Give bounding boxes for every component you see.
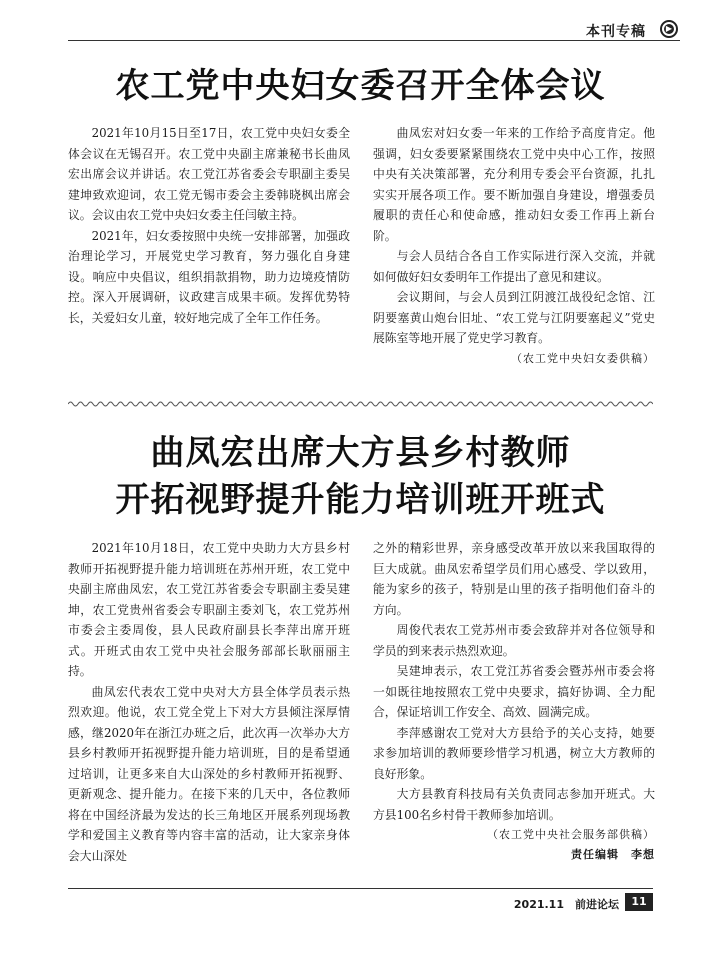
article2-title-line1: 曲凤宏出席大方县乡村教师 <box>150 433 571 473</box>
wavy-separator <box>68 400 653 408</box>
article1-paragraph: 曲凤宏对妇女委一年来的工作给予高度肯定。他强调，妇女委要紧紧围绕农工党中央中心工作，按照中央有关决策部署，充分利用专委会平台资源，扎扎实实开展各项工作。要不断加强自身建设，增强委员履职的责任心和使命感，推动妇女委工作再上新台阶。 <box>373 126 655 243</box>
circle-arrow-icon: ▶ <box>660 20 678 38</box>
article2-paragraph: 吴建坤表示，农工党江苏省委会暨苏州市委会将一如既往地按照农工党中央要求，搞好协调、全力配合，保证培训工作安全、高效、圆满完成。 <box>373 664 655 719</box>
article2-title-line2: 开拓视野提升能力培训班开班式 <box>115 480 606 520</box>
article2-paragraph: 周俊代表农工党苏州市委会致辞并对各位领导和学员的到来表示热烈欢迎。 <box>373 623 655 658</box>
section-label: 本刊专稿 <box>586 24 646 40</box>
article2-paragraph: 曲凤宏代表农工党中央对大方县全体学员表示热烈欢迎。他说，农工党全党上下对大方县倾注深厚情感，继2020年在浙江办班之后，此次再一次举办大方县乡村教师开拓视野提升能力培训班，目的是希望通过培训，让更多来自大山深处的乡村教师开拓视野、更新观念、提升能力。在接下来的几天中，各位教师将在中国经济最为发达的长三角地区开展系列现场教学和爱国主义教育等内容丰富的活动，让大家亲身体会大山深处 <box>68 684 350 863</box>
page-header <box>68 20 680 42</box>
header-rule <box>68 40 680 41</box>
article1-credit: （农工党中央妇女委供稿） <box>511 351 655 365</box>
article1-paragraph: 与会人员结合各自工作实际进行深入交流，并就如何做好妇女委明年工作提出了意见和建议。 <box>373 249 655 284</box>
editor-credit: 责任编辑 李想 <box>571 848 655 861</box>
article2-credit: （农工党中央社会服务部供稿） <box>487 828 655 841</box>
article1-right-column <box>373 123 655 369</box>
article1-left-column <box>68 123 350 328</box>
page-footer <box>68 888 653 914</box>
article2-right-column <box>373 538 655 865</box>
article1-paragraph: 2021年10月15日至17日，农工党中央妇女委全体会议在无锡召开。农工党中央副主席兼秘书长曲凤宏出席会议并讲话。农工党江苏省委会专职副主委吴建坤致欢迎词，农工党无锡市委会主委韩晓枫出席会议。会议由农工党中央妇女委主任闫敏主持。 <box>68 126 350 222</box>
article1-paragraph: 2021年，妇女委按照中央统一安排部署，加强政治理论学习，开展党史学习教育，努力强化自身建设。响应中央倡议，组织捐款捐物，助力边境疫情防控。深入开展调研，议政建言成果丰硕。发挥优势特长，关爱妇女儿童，较好地完成了全年工作任务。 <box>68 228 350 325</box>
issue-label: 2021.11 前进论坛 <box>513 898 619 911</box>
article1-paragraph: 会议期间，与会人员到江阴渡江战役纪念馆、江阴要塞黄山炮台旧址、“农工党与江阴要塞起义”党史展陈室等地开展了党史学习教育。 <box>373 290 655 345</box>
article2-paragraph: 大方县教育科技局有关负责同志参加开班式。大方县100名乡村骨干教师参加培训。 <box>373 787 655 822</box>
article2-paragraph: 李萍感谢农工党对大方县给予的关心支持，她要求参加培训的教师要珍惜学习机遇，树立大方教师的良好形象。 <box>373 725 655 781</box>
article2-paragraph-continued: 之外的精彩世界，亲身感受改革开放以来我国取得的巨大成就。曲凤宏希望学员们用心感受、学以致用，能为家乡的孩子，特别是山里的孩子指明他们奋斗的方向。 <box>373 541 655 617</box>
footer-rule <box>68 888 653 889</box>
article2-left-column <box>68 538 350 866</box>
article2-paragraph: 2021年10月18日，农工党中央助力大方县乡村教师开拓视野提升能力培训班在苏州开班，农工党中央副主席曲凤宏，农工党江苏省委会专职副主委吴建坤，农工党贵州省委会专职副主委刘飞，农工党苏州市委会主委周俊，县人民政府副县长李萍出席开班式。开班式由农工党中央社会服务部部长耿丽丽主持。 <box>68 541 350 678</box>
page-number: 11 <box>625 893 653 911</box>
article1-title: 农工党中央妇女委召开全体会议 <box>115 66 606 106</box>
